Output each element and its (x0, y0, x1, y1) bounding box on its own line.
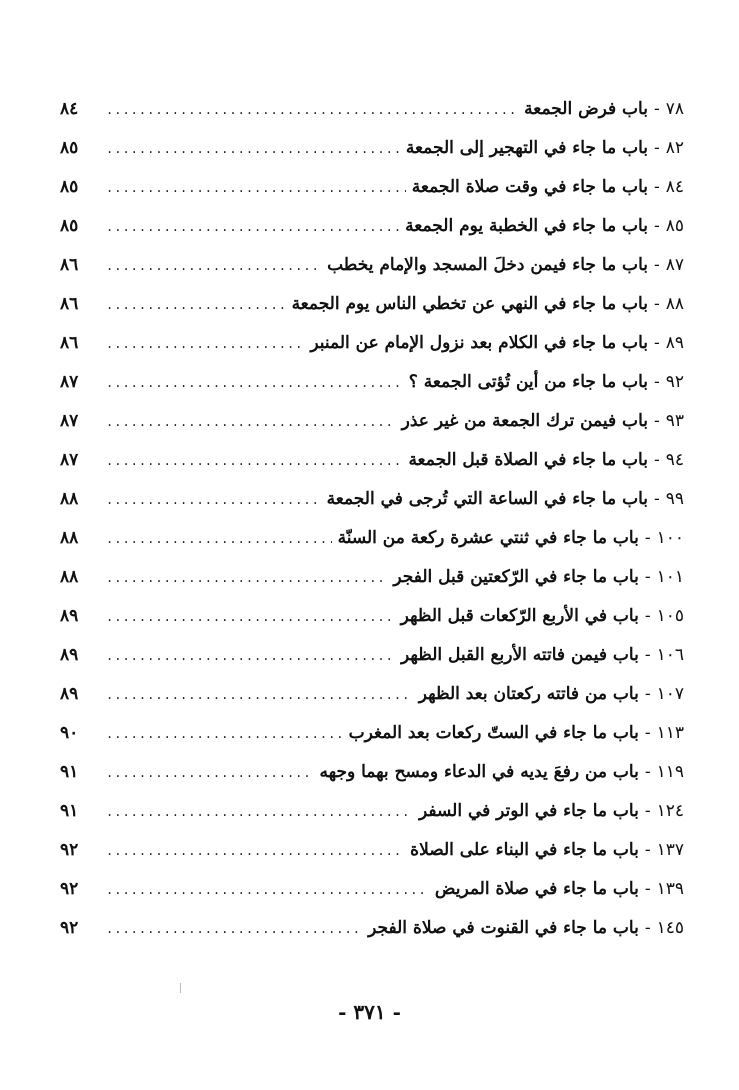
entry-separator: - (644, 567, 651, 587)
entry-separator: - (644, 801, 651, 821)
entry-title: باب من رفعَ يديه في الدعاء ومسح بهما وجهه (319, 762, 639, 782)
entry-page-number: ٨٥ (60, 216, 79, 236)
entry-title: باب ما جاء في الساعة التي تُرجى في الجمعة (326, 489, 648, 509)
entry-separator: - (644, 840, 651, 860)
entry-number: ١٠١ (656, 567, 684, 587)
entry-separator: - (653, 177, 660, 197)
entry-number: ١٠٥ (656, 606, 684, 626)
entry-title: باب ما جاء في التهجير إلى الجمعة (405, 138, 648, 158)
entry-number: ١١٣ (656, 723, 684, 743)
entry-page-number: ٨٧ (60, 411, 79, 431)
entry-separator: - (653, 138, 660, 158)
entry-page-number: ٨٨ (60, 567, 79, 587)
entry-page-number: ٩٢ (60, 840, 79, 860)
entry-title: باب فرض الجمعة (524, 99, 648, 119)
entry-page-number: ٩٠ (60, 723, 79, 743)
entry-separator: - (644, 606, 651, 626)
entry-title: باب ما جاء في ثنتي عشرة ركعة من السنّة (337, 528, 639, 548)
toc-entry (60, 753, 684, 792)
entry-separator: - (653, 216, 660, 236)
entry-number: ٨٨ (665, 294, 684, 314)
entry-page-number: ٨٦ (60, 333, 79, 353)
entry-number: ٨٧ (665, 255, 684, 275)
entry-page-number: ٨٩ (60, 606, 79, 626)
entry-separator: - (644, 762, 651, 782)
toc-entry (60, 441, 684, 480)
entry-title: باب ما جاء في صلاة المريض (434, 879, 639, 899)
entry-page-number: ٨٥ (60, 138, 79, 158)
toc-entry (60, 285, 684, 324)
toc-entry (60, 909, 684, 948)
entry-title: باب ما جاء في الرّكعتين قبل الفجر (393, 567, 639, 587)
entry-page-number: ٩٢ (60, 918, 79, 938)
entry-page-number: ٨٤ (60, 99, 79, 119)
dot-leader (106, 169, 406, 208)
toc-entry (60, 792, 684, 831)
toc-entry (60, 402, 684, 441)
entry-separator: - (653, 99, 660, 119)
entry-number: ٩٩ (665, 489, 684, 509)
entry-title: باب فيمن فاتته الأربع القبل الظهر (401, 645, 639, 665)
entry-title: باب ما جاء في الخطبة يوم الجمعة (405, 216, 648, 236)
dot-leader (106, 520, 332, 559)
entry-title: باب ما جاء في البناء على الصلاة (410, 840, 639, 860)
entry-number: ١٤٥ (656, 918, 684, 938)
entry-title: باب ما جاء فيمن دخلَ المسجد والإمام يخطب (327, 255, 648, 275)
entry-page-number: ٩١ (60, 762, 79, 782)
entry-separator: - (653, 294, 660, 314)
toc-entry (60, 714, 684, 753)
toc-entry (60, 558, 684, 597)
dot-leader (106, 871, 429, 910)
entry-separator: - (644, 684, 651, 704)
dot-leader (106, 403, 396, 442)
entry-number: ١٠٧ (656, 684, 684, 704)
entry-title: باب ما جاء في الوتر في السفر (419, 801, 639, 821)
toc-entry (60, 168, 684, 207)
entry-page-number: ٨٨ (60, 528, 79, 548)
entry-separator: - (653, 372, 660, 392)
entry-number: ١١٩ (656, 762, 684, 782)
entry-title: باب ما جاء في وقت صلاة الجمعة (411, 177, 648, 197)
entry-number: ١٣٩ (656, 879, 684, 899)
page-footer-number: - ٣٧١ - (338, 1000, 401, 1024)
entry-separator: - (653, 411, 660, 431)
toc-entry (60, 870, 684, 909)
entry-title: باب ما جاء في الصلاة قبل الجمعة (408, 450, 648, 470)
toc-entry (60, 675, 684, 714)
entry-page-number: ٨٧ (60, 372, 79, 392)
entry-separator: - (653, 333, 660, 353)
entry-number: ١٠٠ (656, 528, 684, 548)
toc-entry (60, 246, 684, 285)
dot-leader (106, 325, 304, 364)
entry-separator: - (644, 645, 651, 665)
toc-entry (60, 207, 684, 246)
entry-page-number: ٨٧ (60, 450, 79, 470)
entry-title: باب ما جاء من أين تُؤتى الجمعة ؟ (408, 372, 648, 392)
entry-page-number: ٨٦ (60, 294, 79, 314)
entry-number: ٩٤ (665, 450, 684, 470)
entry-separator: - (644, 918, 651, 938)
dot-leader (106, 208, 399, 247)
dot-leader (106, 364, 403, 403)
entry-number: ١٠٦ (656, 645, 684, 665)
entry-number: ٩٢ (665, 372, 684, 392)
dot-leader (106, 754, 314, 793)
entry-page-number: ٨٩ (60, 645, 79, 665)
dot-leader (106, 130, 400, 169)
entry-page-number: ٩٢ (60, 879, 79, 899)
entry-number: ٨٥ (665, 216, 684, 236)
dot-leader (106, 442, 402, 481)
entry-number: ١٢٤ (656, 801, 684, 821)
entry-separator: - (653, 255, 660, 275)
toc-entry (60, 831, 684, 870)
dot-leader (106, 676, 413, 715)
dot-leader (106, 247, 321, 286)
toc-entry (60, 90, 684, 129)
dot-leader (106, 637, 395, 676)
entry-title: باب فيمن ترك الجمعة من غير عذر (401, 411, 648, 431)
entry-separator: - (644, 723, 651, 743)
entry-title: باب ما جاء في النهي عن تخطي الناس يوم الجمعة (291, 294, 648, 314)
entry-number: ٨٤ (665, 177, 684, 197)
toc-entry (60, 480, 684, 519)
toc-entry (60, 129, 684, 168)
dot-leader (106, 910, 362, 949)
dot-leader (106, 559, 387, 598)
entry-separator: - (653, 489, 660, 509)
entry-title: باب ما جاء في القنوت في صلاة الفجر (368, 918, 639, 938)
entry-page-number: ٨٥ (60, 177, 79, 197)
entry-number: ٧٨ (665, 99, 684, 119)
entry-page-number: ٨٨ (60, 489, 79, 509)
dot-leader (106, 91, 518, 130)
toc-entry (60, 324, 684, 363)
entry-title: باب ما جاء في الستّ ركعات بعد المغرب (348, 723, 639, 743)
entry-separator: - (644, 879, 651, 899)
dot-leader (106, 598, 395, 637)
dot-leader (106, 286, 286, 325)
entry-separator: - (653, 450, 660, 470)
table-of-contents (60, 90, 684, 948)
dot-leader (106, 793, 413, 832)
entry-page-number: ٨٩ (60, 684, 79, 704)
entry-number: ٩٣ (665, 411, 684, 431)
toc-entry (60, 636, 684, 675)
dot-leader (106, 715, 343, 754)
toc-entry (60, 597, 684, 636)
entry-separator: - (644, 528, 651, 548)
entry-number: ٨٢ (665, 138, 684, 158)
toc-entry (60, 519, 684, 558)
dot-leader (106, 481, 321, 520)
entry-title: باب ما جاء في الكلام بعد نزول الإمام عن المنبر (310, 333, 648, 353)
scan-mark (180, 983, 181, 993)
toc-entry (60, 363, 684, 402)
entry-title: باب في الأربع الرّكعات قبل الظهر (400, 606, 639, 626)
entry-title: باب من فاتته ركعتان بعد الظهر (418, 684, 639, 704)
entry-page-number: ٨٦ (60, 255, 79, 275)
entry-number: ١٣٧ (656, 840, 684, 860)
dot-leader (106, 832, 404, 871)
entry-number: ٨٩ (665, 333, 684, 353)
entry-page-number: ٩١ (60, 801, 79, 821)
